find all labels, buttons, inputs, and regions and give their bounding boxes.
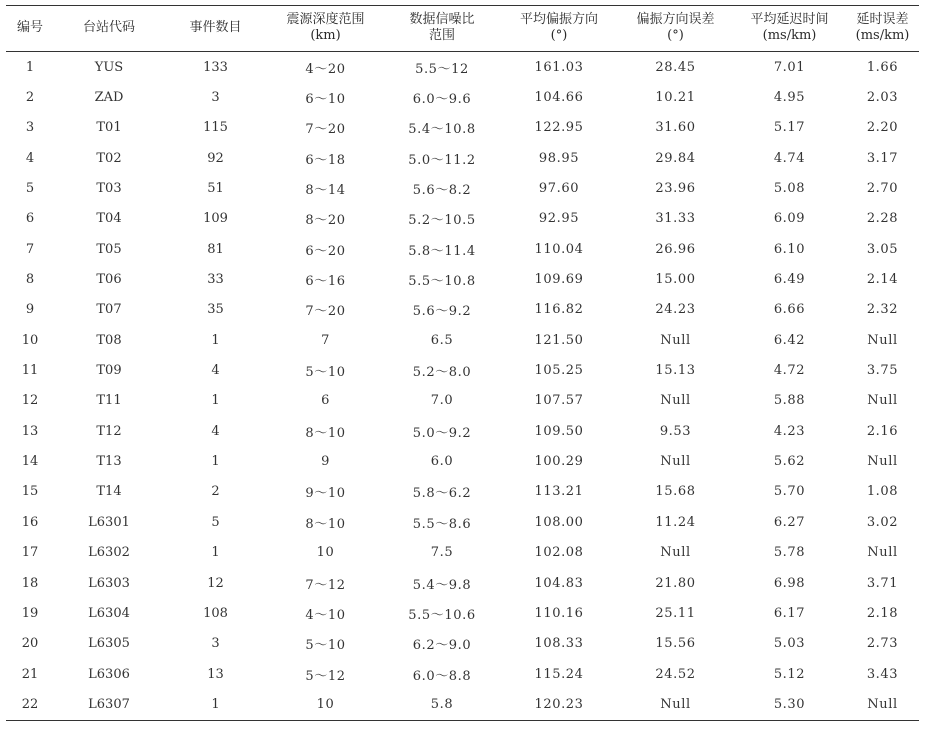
- table-cell: 109.69: [534, 272, 584, 288]
- table-cell: L6303: [88, 575, 130, 591]
- column-header: [618, 6, 733, 52]
- table-cell: L6302: [88, 545, 130, 561]
- table-cell: 13: [21, 423, 39, 439]
- table-row: [6, 325, 919, 355]
- table-cell: 6～20: [305, 243, 346, 259]
- table-cell: 1: [25, 59, 35, 75]
- table-cell: 7: [25, 241, 35, 257]
- table-cell: 6: [321, 393, 330, 409]
- table-row: [6, 538, 919, 568]
- table-row: [6, 568, 919, 598]
- table-cell: Null: [867, 393, 898, 409]
- table-cell: 1: [211, 393, 220, 409]
- column-header-line2: (°): [550, 28, 568, 43]
- table-cell: 2: [211, 484, 220, 500]
- table-cell: ZAD: [94, 90, 124, 106]
- table-cell: T14: [96, 484, 122, 500]
- table-cell: 116.82: [534, 302, 584, 318]
- table-cell: 6～18: [305, 152, 346, 168]
- table-row: [6, 234, 919, 264]
- table-cell: Null: [660, 454, 691, 470]
- table-row: [6, 416, 919, 446]
- table-cell: 2.70: [866, 181, 899, 197]
- table-cell: 5.5～12: [415, 61, 469, 77]
- table-cell: 6.49: [773, 272, 806, 288]
- table-cell: 110.16: [534, 605, 584, 621]
- column-header-line1: 偏振方向误差: [636, 12, 715, 27]
- table-cell: 1.66: [866, 59, 899, 75]
- table-cell: 5.5～10.8: [408, 274, 476, 290]
- table-cell: 7～20: [305, 304, 346, 320]
- table-cell: 10: [316, 696, 335, 712]
- table-cell: 5.6～9.2: [412, 304, 472, 320]
- table-cell: Null: [867, 545, 898, 561]
- table-cell: Null: [660, 545, 691, 561]
- table-cell: 100.29: [534, 454, 584, 470]
- table-cell: T06: [96, 272, 122, 288]
- table-cell: 26.96: [655, 241, 696, 257]
- table-cell: 10.21: [655, 90, 696, 106]
- table-cell: 7.0: [430, 393, 454, 409]
- table-cell: 104.66: [534, 90, 584, 106]
- column-header-line1: 事件数目: [189, 20, 242, 35]
- table-cell: 5.0～9.2: [412, 425, 472, 441]
- table-cell: 81: [207, 241, 224, 257]
- table-cell: 6.0: [430, 454, 454, 470]
- table-cell: 5.5～10.6: [408, 607, 476, 623]
- table-cell: 7.01: [773, 59, 806, 75]
- table-cell: 3: [211, 636, 220, 652]
- table-cell: 102.08: [534, 545, 584, 561]
- table-cell: 6～16: [305, 274, 346, 290]
- table-cell: 2.18: [866, 605, 899, 621]
- table-cell: 5.2～8.0: [412, 365, 472, 381]
- table-cell: 108.00: [534, 514, 584, 530]
- table-cell: Null: [867, 696, 898, 712]
- table-cell: 11.24: [655, 514, 696, 530]
- table-cell: 3.17: [866, 150, 899, 166]
- table-cell: Null: [867, 332, 898, 348]
- table-cell: 5.08: [773, 181, 806, 197]
- table-cell: T13: [96, 454, 122, 470]
- column-header-line2: (km): [310, 28, 341, 43]
- table-cell: 5.4～10.8: [408, 122, 476, 138]
- table-cell: 115.24: [534, 666, 584, 682]
- table-cell: 6.10: [773, 241, 806, 257]
- table-cell: Null: [660, 332, 691, 348]
- table-cell: 9.53: [659, 423, 692, 439]
- table-cell: 15: [21, 484, 39, 500]
- table-cell: 33: [207, 272, 224, 288]
- table-cell: 8～10: [305, 516, 346, 532]
- table-cell: 108: [203, 605, 228, 621]
- table-cell: 8～14: [305, 183, 346, 199]
- table-cell: 21: [21, 666, 39, 682]
- table-cell: 5.8～6.2: [412, 486, 472, 502]
- table-cell: 3.05: [866, 241, 899, 257]
- table-row: [6, 446, 919, 476]
- table-cell: 5～10: [305, 365, 346, 381]
- table-cell: 6.66: [773, 302, 806, 318]
- table-cell: 5.03: [773, 636, 806, 652]
- table-cell: 14: [21, 454, 39, 470]
- table-row: [6, 629, 919, 659]
- table-cell: 25.11: [655, 605, 696, 621]
- table-cell: 5.8: [430, 696, 454, 712]
- table-row: [6, 659, 919, 689]
- table-row: [6, 264, 919, 294]
- table-cell: 1: [211, 454, 220, 470]
- column-header-line2: (°): [667, 28, 684, 43]
- column-header: [500, 6, 618, 52]
- table-cell: 110.04: [534, 241, 584, 257]
- table-cell: 15.13: [655, 363, 696, 379]
- table-cell: 29.84: [655, 150, 696, 166]
- table-cell: 5.12: [773, 666, 806, 682]
- table-cell: 6.42: [773, 332, 806, 348]
- table-cell: 113.21: [534, 484, 584, 500]
- table-cell: 5: [25, 181, 35, 197]
- table-cell: 31.33: [655, 211, 696, 227]
- table-body: [6, 52, 919, 721]
- table-cell: 2.16: [866, 423, 899, 439]
- table-cell: 8～20: [305, 213, 346, 229]
- table-row: [6, 477, 919, 507]
- header-row: [6, 6, 919, 52]
- table-cell: 21.80: [655, 575, 696, 591]
- table-cell: T05: [96, 241, 122, 257]
- table-cell: 6.5: [430, 332, 454, 348]
- table-cell: 6.09: [773, 211, 806, 227]
- table-cell: T08: [96, 332, 122, 348]
- table-cell: L6301: [88, 514, 130, 530]
- table-row: [6, 113, 919, 143]
- table-cell: 3.71: [866, 575, 899, 591]
- table-cell: T01: [96, 120, 122, 136]
- column-header: [384, 6, 500, 52]
- table-cell: 17: [21, 545, 39, 561]
- table-cell: 2.73: [866, 636, 899, 652]
- table-cell: 15.56: [655, 636, 696, 652]
- table-cell: 109.50: [534, 423, 584, 439]
- column-header-line1: 平均偏振方向: [519, 12, 598, 27]
- column-header-line1: 编号: [16, 20, 43, 35]
- table-cell: 98.95: [538, 150, 580, 166]
- table-cell: L6307: [88, 696, 130, 712]
- table-cell: 6.2～9.0: [412, 638, 472, 654]
- table-cell: 97.60: [538, 181, 580, 197]
- table-row: [6, 507, 919, 537]
- table-cell: 107.57: [534, 393, 584, 409]
- table-cell: 3.75: [866, 363, 899, 379]
- table-cell: 1: [211, 696, 220, 712]
- column-header: [846, 6, 919, 52]
- table-cell: 24.52: [655, 666, 696, 682]
- table-cell: 3: [211, 90, 220, 106]
- table-cell: T03: [96, 181, 122, 197]
- table-cell: Null: [867, 454, 898, 470]
- table-row: [6, 52, 919, 83]
- table-cell: 4: [25, 150, 35, 166]
- table-row: [6, 689, 919, 720]
- column-header-line1: 震源深度范围: [286, 12, 365, 27]
- column-header: [6, 6, 54, 52]
- table-cell: 35: [207, 302, 224, 318]
- table-cell: 5.17: [773, 120, 806, 136]
- table-cell: 4: [211, 363, 220, 379]
- table-cell: 161.03: [534, 59, 584, 75]
- table-cell: 4～20: [305, 61, 346, 77]
- table-cell: 2.03: [866, 90, 899, 106]
- table-container: [6, 5, 919, 721]
- table-cell: T09: [96, 363, 122, 379]
- table-cell: 122.95: [534, 120, 584, 136]
- table-cell: 5.0～11.2: [408, 152, 476, 168]
- table-cell: 5～12: [305, 668, 346, 684]
- table-cell: 5.2～10.5: [408, 213, 476, 229]
- table-cell: L6305: [88, 636, 130, 652]
- table-cell: 4.23: [773, 423, 806, 439]
- table-row: [6, 82, 919, 112]
- table-cell: 10: [316, 545, 335, 561]
- table-cell: 6～10: [305, 92, 346, 108]
- table-cell: 10: [21, 332, 39, 348]
- table-cell: 2.32: [866, 302, 899, 318]
- table-cell: 5: [211, 514, 220, 530]
- table-cell: 12: [207, 575, 224, 591]
- table-cell: 31.60: [655, 120, 696, 136]
- table-cell: 92.95: [538, 211, 580, 227]
- table-cell: 51: [207, 181, 224, 197]
- table-cell: 5.70: [773, 484, 806, 500]
- table-cell: 4.72: [773, 363, 806, 379]
- table-cell: 2.20: [866, 120, 899, 136]
- data-table: [6, 5, 919, 721]
- table-cell: 6.27: [773, 514, 806, 530]
- table-cell: 109: [203, 211, 228, 227]
- table-cell: 28.45: [655, 59, 696, 75]
- table-cell: 6.98: [773, 575, 806, 591]
- table-cell: 15.00: [655, 272, 696, 288]
- table-cell: 4～10: [305, 607, 346, 623]
- table-cell: 18: [21, 575, 39, 591]
- column-header-line1: 数据信噪比: [409, 12, 475, 27]
- table-cell: 2.14: [866, 272, 899, 288]
- table-cell: 4.74: [773, 150, 806, 166]
- table-cell: 8: [25, 272, 35, 288]
- column-header-line1: 台站代码: [82, 20, 135, 35]
- table-cell: T07: [96, 302, 122, 318]
- column-header: [733, 6, 846, 52]
- table-cell: 3: [25, 120, 35, 136]
- table-cell: 5.5～8.6: [412, 516, 472, 532]
- table-cell: 2: [25, 90, 35, 106]
- table-cell: 15.68: [655, 484, 696, 500]
- table-row: [6, 143, 919, 173]
- column-header-line2: 范围: [428, 28, 455, 43]
- table-cell: 24.23: [655, 302, 696, 318]
- table-cell: 7.5: [430, 545, 454, 561]
- table-cell: 5.8～11.4: [408, 243, 476, 259]
- table-cell: 7～20: [305, 122, 346, 138]
- table-cell: 105.25: [534, 363, 584, 379]
- table-row: [6, 204, 919, 234]
- table-row: [6, 355, 919, 385]
- table-cell: 6: [25, 211, 35, 227]
- table-cell: 2.28: [866, 211, 899, 227]
- table-cell: 3.02: [866, 514, 899, 530]
- column-header-line1: 延时误差: [856, 12, 909, 27]
- table-cell: 5.4～9.8: [412, 577, 472, 593]
- table-row: [6, 386, 919, 416]
- table-cell: 5.78: [773, 545, 806, 561]
- table-cell: T12: [96, 423, 122, 439]
- table-cell: 115: [203, 120, 228, 136]
- table-cell: L6306: [88, 666, 130, 682]
- table-cell: 9: [321, 454, 330, 470]
- table-cell: 1: [211, 332, 220, 348]
- table-cell: 3.43: [866, 666, 899, 682]
- column-header: [164, 6, 267, 52]
- table-cell: 5.30: [773, 696, 806, 712]
- table-cell: 5.62: [773, 454, 806, 470]
- table-cell: T02: [96, 150, 122, 166]
- column-header: [267, 6, 384, 52]
- table-cell: 5～10: [305, 638, 346, 654]
- table-row: [6, 598, 919, 628]
- table-cell: 20: [21, 636, 39, 652]
- table-cell: Null: [660, 696, 691, 712]
- table-row: [6, 173, 919, 203]
- table-cell: 7: [321, 332, 330, 348]
- table-cell: 9: [25, 302, 35, 318]
- table-cell: 133: [203, 59, 228, 75]
- table-cell: 6.0～9.6: [412, 92, 472, 108]
- column-header-line2: (ms/km): [762, 28, 817, 43]
- table-cell: 6.0～8.8: [412, 668, 472, 684]
- table-cell: 8～10: [305, 425, 346, 441]
- column-header-line1: 平均延迟时间: [750, 12, 829, 27]
- table-cell: T11: [96, 393, 122, 409]
- table-cell: 7～12: [305, 577, 346, 593]
- table-header: [6, 6, 919, 52]
- table-cell: 6.17: [773, 605, 806, 621]
- table-cell: 104.83: [534, 575, 584, 591]
- table-cell: 19: [21, 605, 39, 621]
- table-cell: 16: [21, 514, 39, 530]
- table-cell: 12: [21, 393, 39, 409]
- table-cell: 4: [211, 423, 220, 439]
- table-cell: 1.08: [866, 484, 899, 500]
- table-cell: 5.6～8.2: [412, 183, 472, 199]
- table-cell: 23.96: [655, 181, 696, 197]
- table-cell: 13: [207, 666, 224, 682]
- table-cell: 121.50: [534, 332, 584, 348]
- table-cell: Null: [660, 393, 691, 409]
- column-header-line2: (ms/km): [855, 28, 910, 43]
- table-cell: L6304: [88, 605, 130, 621]
- table-cell: 4.95: [773, 90, 806, 106]
- table-cell: 108.33: [534, 636, 584, 652]
- table-row: [6, 295, 919, 325]
- table-cell: T04: [96, 211, 122, 227]
- table-cell: 120.23: [534, 696, 584, 712]
- table-cell: YUS: [94, 59, 124, 75]
- table-cell: 5.88: [773, 393, 806, 409]
- table-cell: 1: [211, 545, 220, 561]
- table-cell: 92: [207, 150, 224, 166]
- column-header: [54, 6, 164, 52]
- table-cell: 9～10: [305, 486, 346, 502]
- table-cell: 22: [21, 696, 39, 712]
- table-cell: 11: [21, 363, 39, 379]
